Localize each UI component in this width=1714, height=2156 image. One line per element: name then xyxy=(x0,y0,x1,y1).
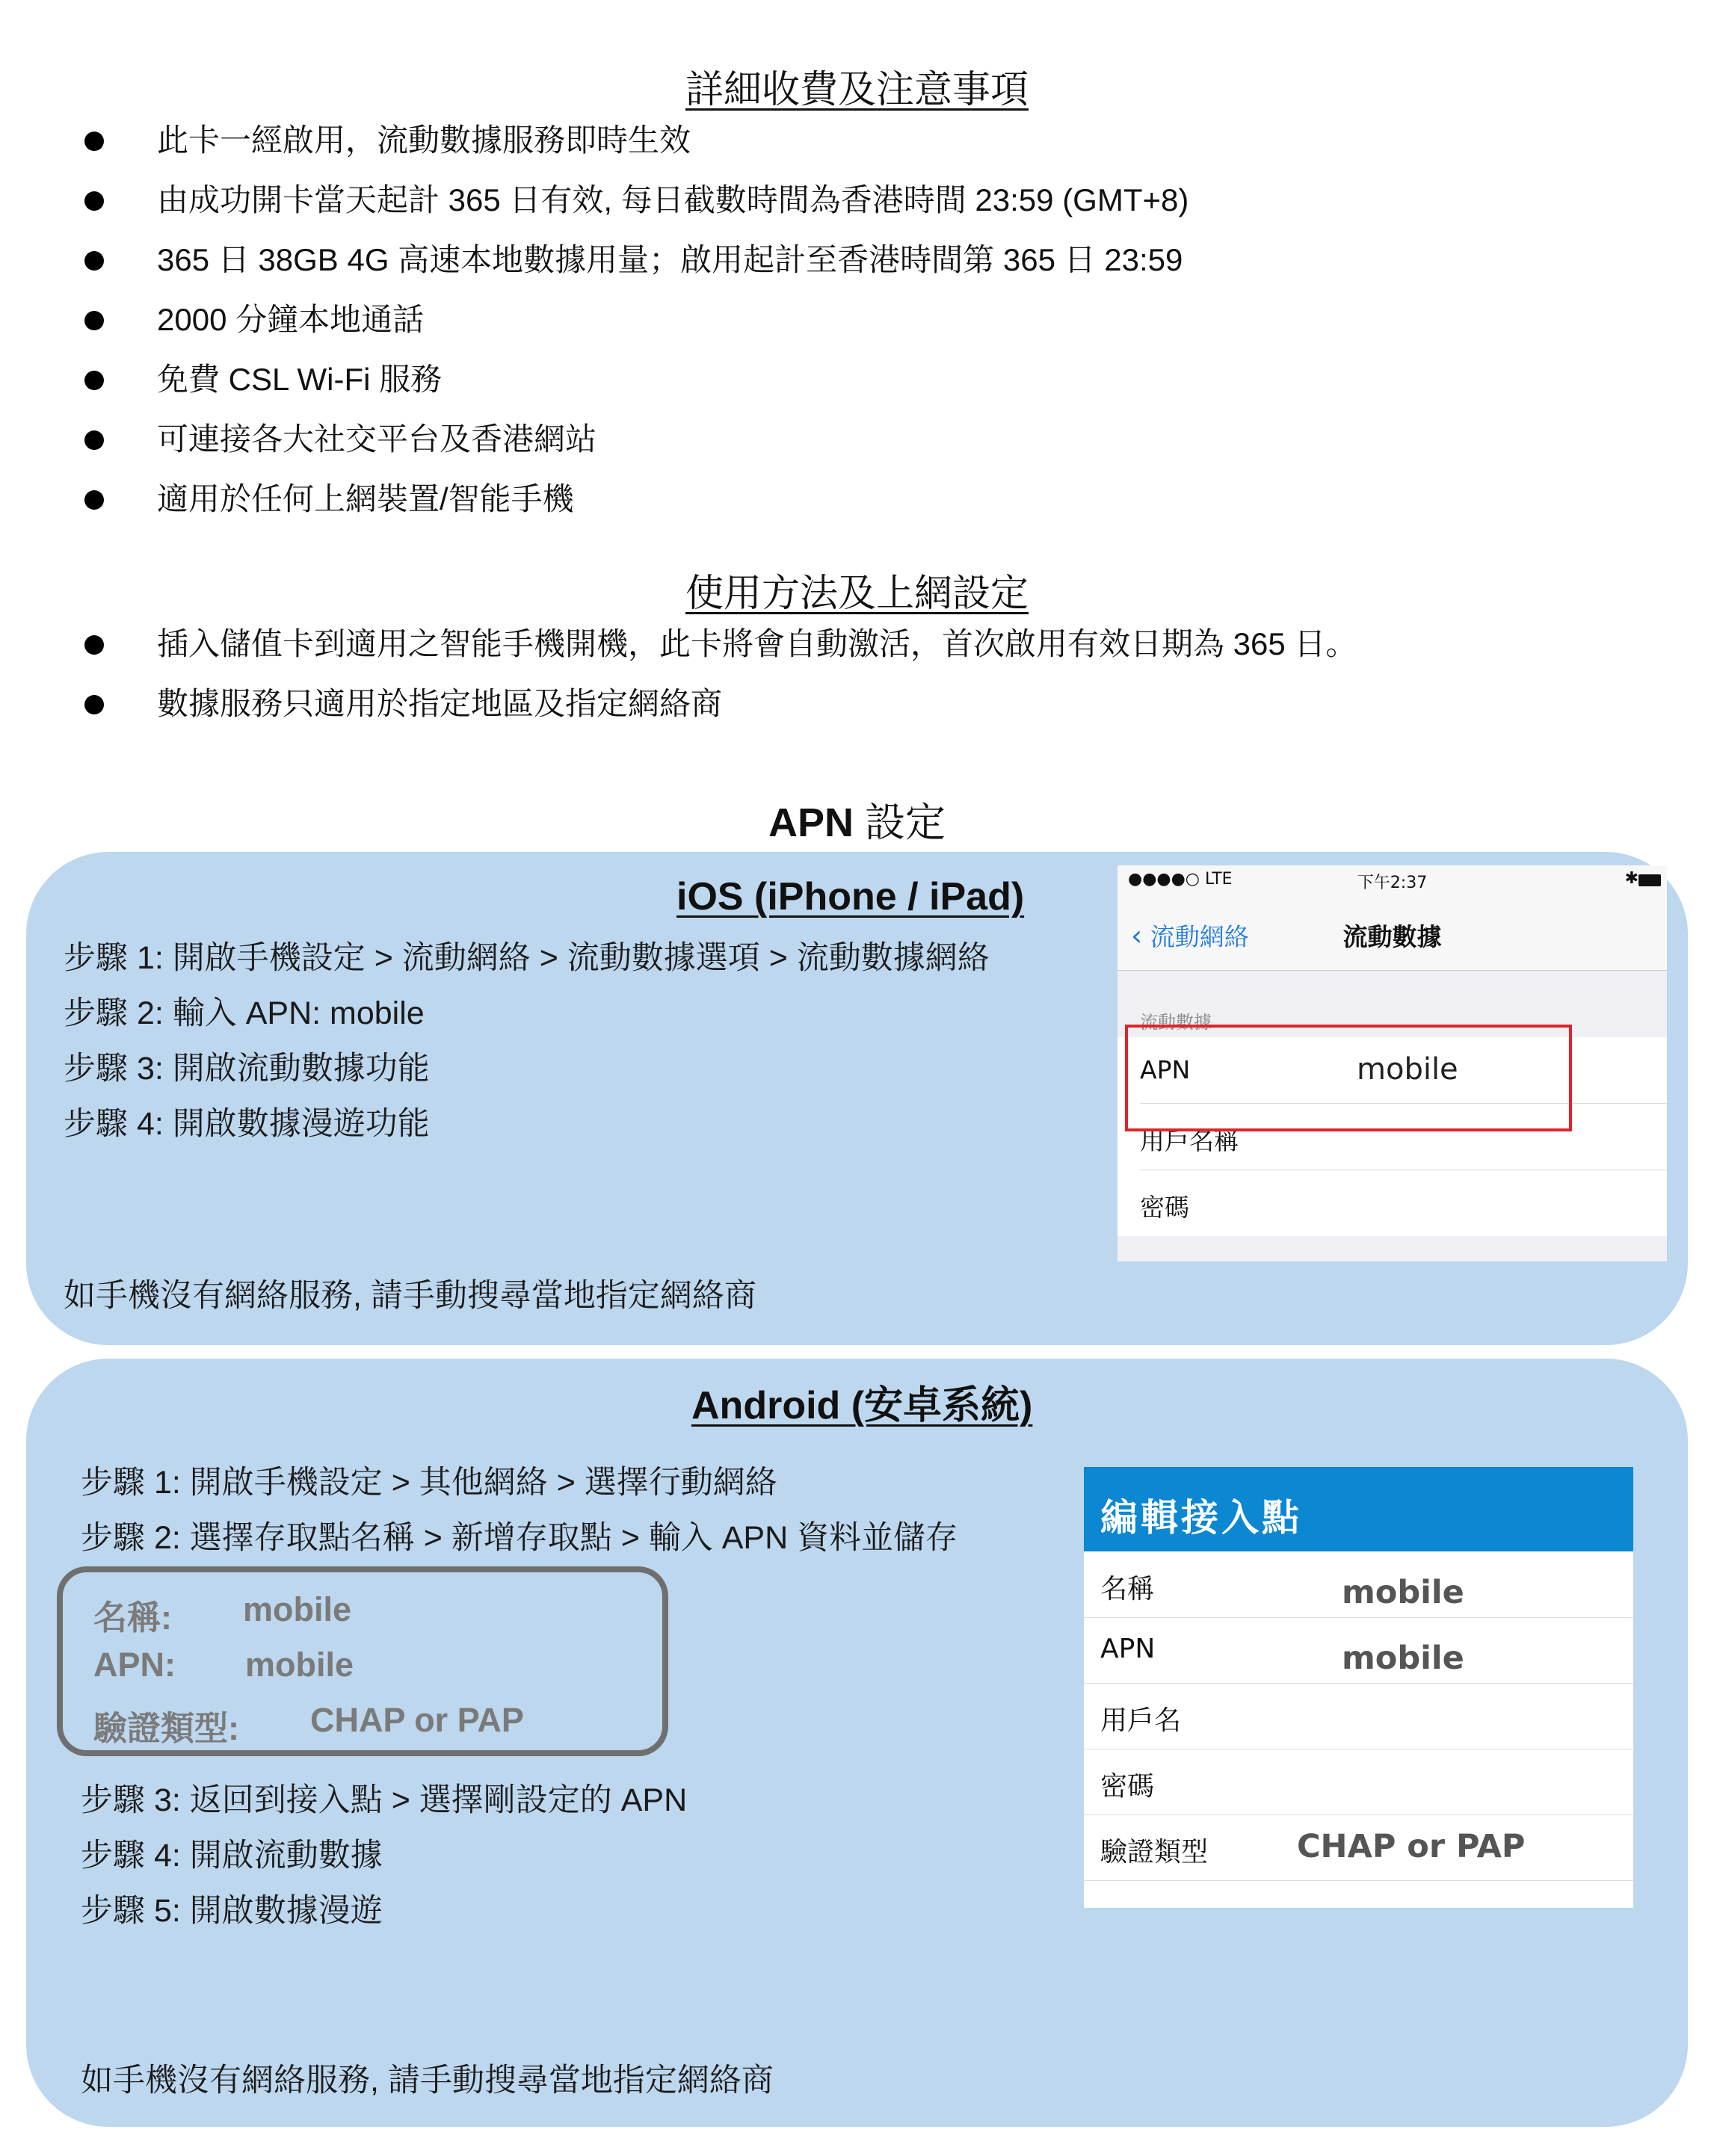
ios-step-2: 步驟 2: 輸入 APN: mobile xyxy=(64,995,425,1031)
ios-screenshot xyxy=(1118,865,1667,1261)
bluetooth-icon: ✱ xyxy=(1624,869,1639,888)
ios-section-header: 流動數據 xyxy=(1140,1012,1212,1033)
bullet-icon xyxy=(84,695,104,714)
setting-auth-label: 驗證類型: xyxy=(93,1709,239,1747)
android-header xyxy=(1084,1467,1633,1551)
list-item xyxy=(78,170,1189,230)
ios-nav-bar xyxy=(1118,895,1667,971)
ios-note: 如手機沒有網絡服務, 請手動搜尋當地指定網絡商 xyxy=(64,1278,756,1314)
bullet-icon xyxy=(84,251,104,271)
list-item xyxy=(78,469,1189,529)
usage-title: 使用方法及上網設定 xyxy=(685,572,1029,614)
apn-title-suffix: 設定 xyxy=(854,800,946,845)
row-label: APN xyxy=(1100,1634,1156,1664)
android-row-username[interactable] xyxy=(1084,1683,1633,1749)
usage-list xyxy=(78,614,1357,734)
android-row-password[interactable] xyxy=(1084,1749,1633,1815)
android-screenshot xyxy=(1084,1467,1633,1908)
bullet-icon xyxy=(84,371,104,390)
row-label: 密碼 xyxy=(1100,1771,1155,1802)
android-row-name[interactable] xyxy=(1084,1551,1633,1618)
ios-title: iOS (iPhone / iPad) xyxy=(676,875,1025,918)
bullet-icon xyxy=(84,430,104,450)
charges-title: 詳細收費及注意事項 xyxy=(685,68,1029,111)
bullet-icon xyxy=(84,132,104,151)
list-item xyxy=(78,410,1189,469)
android-header-title: 編輯接入點 xyxy=(1100,1496,1302,1539)
list-item xyxy=(78,350,1189,410)
row-value: CHAP or PAP xyxy=(1297,1828,1526,1865)
apn-title-prefix: APN xyxy=(768,800,854,845)
setting-name-label: 名稱: xyxy=(93,1599,172,1637)
list-item-text: 插入儲值卡到適用之智能手機開機，此卡將會自動激活，首次啟用有效日期為 365 日。 xyxy=(157,626,1357,661)
ios-step-3: 步驟 3: 開啟流動數據功能 xyxy=(64,1051,430,1087)
list-item-text: 數據服務只適用於指定地區及指定網絡商 xyxy=(157,686,723,721)
list-item-text: 由成功開卡當天起計 365 日有效, 每日截數時間為香港時間 23:59 (GMT+8) xyxy=(157,182,1189,217)
carrier-text: ●●●●○ LTE xyxy=(1128,870,1233,889)
row-label: APN xyxy=(1140,1055,1191,1084)
android-row-auth[interactable] xyxy=(1084,1814,1633,1881)
ios-step-1: 步驟 1: 開啟手機設定 > 流動網絡 > 流動數據選項 > 流動數據網絡 xyxy=(64,940,990,976)
bullet-icon xyxy=(84,490,104,510)
row-label: 用戶名稱 xyxy=(1140,1126,1239,1155)
list-item xyxy=(78,674,1357,734)
android-step-4: 步驟 4: 開啟流動數據 xyxy=(81,1838,383,1874)
android-step-2: 步驟 2: 選擇存取點名稱 > 新增存取點 > 輸入 APN 資料並儲存 xyxy=(81,1520,958,1556)
chevron-left-icon: ‹ xyxy=(1131,919,1143,952)
setting-apn-value: mobile xyxy=(245,1646,354,1684)
ios-nav-title: 流動數據 xyxy=(1342,922,1442,951)
row-value: mobile xyxy=(1342,1574,1464,1611)
list-item xyxy=(78,230,1189,290)
list-item-text: 365 日 38GB 4G 高速本地數據用量；啟用起計至香港時間第 365 日 23:59 xyxy=(157,242,1183,277)
row-label: 密碼 xyxy=(1140,1193,1189,1222)
list-item-text: 可連接各大社交平台及香港網站 xyxy=(157,421,597,457)
list-item-text: 免費 CSL Wi-Fi 服務 xyxy=(157,362,443,397)
list-item xyxy=(78,614,1357,674)
battery-icon xyxy=(1639,874,1661,886)
list-item xyxy=(78,111,1189,170)
status-time: 下午2:37 xyxy=(1357,874,1428,892)
android-step-3: 步驟 3: 返回到接入點 > 選擇剛設定的 APN xyxy=(81,1782,688,1818)
row-label: 驗證類型 xyxy=(1100,1837,1209,1868)
ios-step-4: 步驟 4: 開啟數據漫遊功能 xyxy=(64,1106,430,1142)
ios-status-bar xyxy=(1118,865,1667,895)
charges-list xyxy=(78,111,1189,529)
bullet-icon xyxy=(84,311,104,330)
row-label: 名稱 xyxy=(1100,1574,1155,1604)
apn-settings-title xyxy=(0,791,1714,848)
list-item-text: 此卡一經啟用，流動數據服務即時生效 xyxy=(157,123,691,158)
setting-name-value: mobile xyxy=(243,1590,352,1628)
ios-row-password[interactable] xyxy=(1140,1170,1667,1236)
android-title: Android (安卓系統) xyxy=(691,1384,1033,1427)
android-step-5: 步驟 5: 開啟數據漫遊 xyxy=(81,1893,383,1929)
row-value: mobile xyxy=(1357,1052,1458,1087)
apn-highlight-box xyxy=(1125,1025,1572,1131)
android-note: 如手機沒有網絡服務, 請手動搜尋當地指定網絡商 xyxy=(81,2063,774,2098)
row-value: mobile xyxy=(1342,1640,1464,1677)
bullet-icon xyxy=(84,191,104,211)
setting-auth-value: CHAP or PAP xyxy=(310,1701,524,1739)
list-item-text: 2000 分鐘本地通話 xyxy=(157,302,425,337)
setting-apn-label: APN: xyxy=(93,1646,176,1684)
list-item xyxy=(78,290,1189,350)
android-row-apn[interactable] xyxy=(1084,1617,1633,1684)
row-label: 用戶名 xyxy=(1100,1705,1182,1736)
back-label: 流動網絡 xyxy=(1150,922,1249,951)
android-step-1: 步驟 1: 開啟手機設定 > 其他網絡 > 選擇行動網絡 xyxy=(81,1465,777,1501)
bullet-icon xyxy=(84,635,104,655)
list-item-text: 適用於任何上網裝置/智能手機 xyxy=(157,481,574,516)
